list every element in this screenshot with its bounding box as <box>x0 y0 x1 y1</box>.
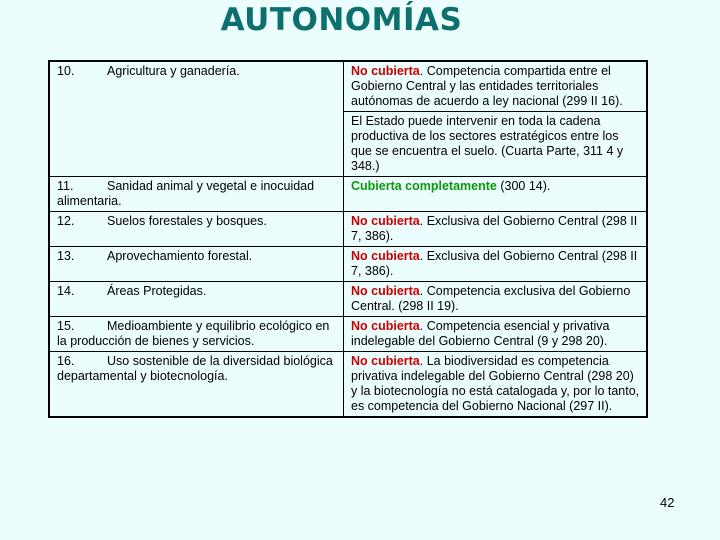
item-number: 13. <box>57 249 75 263</box>
item-number: 15. <box>57 319 75 333</box>
status-detail: . Competencia exclusiva del Gobierno Central. (298 II 19). <box>351 284 631 313</box>
status-detail: . Exclusiva del Gobierno Central (298 II 7, 386). <box>351 249 638 278</box>
item-number: 11. <box>57 179 74 193</box>
item-number: 12. <box>57 214 75 228</box>
page-title: AUTONOMÍAS <box>220 2 463 38</box>
status-detail: (300 14). <box>496 179 551 193</box>
status-text: No cubierta <box>351 319 420 333</box>
status-text: No cubierta <box>351 214 420 228</box>
item-label: Suelos forestales y bosques. <box>107 214 267 228</box>
page-number: 42 <box>660 495 675 510</box>
item-label: Uso sostenible de la diversidad biológica departamental y biotecnología. <box>57 354 333 383</box>
table-row <box>50 212 647 247</box>
table-row <box>50 352 647 417</box>
item-number: 14. <box>57 284 75 298</box>
item-number: 16. <box>57 354 75 368</box>
competencia-cell <box>50 247 344 282</box>
status-cell <box>344 212 647 247</box>
status-text: No cubierta <box>351 284 420 298</box>
competencia-cell <box>50 317 344 352</box>
status-detail: El Estado puede intervenir en toda la cadena productiva de los sectores estratégicos entre los que se encuentra el suelo. (Cuarta Parte, 311 4 y 348.) <box>351 114 624 173</box>
status-detail: . Exclusiva del Gobierno Central (298 II 7, 386). <box>351 214 638 243</box>
status-cell <box>344 247 647 282</box>
item-label: Áreas Protegidas. <box>107 284 207 298</box>
status-text: No cubierta <box>351 64 420 78</box>
status-cell <box>344 62 647 112</box>
competencia-cell <box>50 212 344 247</box>
status-cell <box>344 317 647 352</box>
item-label: Sanidad animal y vegetal e inocuidad alimentaria. <box>57 179 315 208</box>
status-text: No cubierta <box>351 354 420 368</box>
competencia-cell <box>50 352 344 417</box>
status-text: No cubierta <box>351 249 420 263</box>
status-text: Cubierta completamente <box>351 179 497 193</box>
item-label: Medioambiente y equilibrio ecológico en la producción de bienes y servicios. <box>57 319 330 348</box>
item-label: Aprovechamiento forestal. <box>107 249 253 263</box>
table-row <box>50 62 647 112</box>
competencia-cell <box>50 177 344 212</box>
status-detail: . Competencia esencial y privativa indelegable del Gobierno Central (9 y 298 20). <box>351 319 610 348</box>
item-number: 10. <box>57 64 75 78</box>
competencia-cell <box>50 62 344 177</box>
status-detail: . Competencia compartida entre el Gobierno Central y las entidades territoriales autónomas de acuerdo a ley nacional (299 II 16). <box>351 64 623 108</box>
item-label: Agricultura y ganadería. <box>107 64 240 78</box>
status-cell <box>344 177 647 212</box>
status-cell <box>344 352 647 417</box>
table-row <box>50 247 647 282</box>
status-cell <box>344 112 647 177</box>
competencia-cell <box>50 282 344 317</box>
status-detail: . La biodiversidad es competencia privativa indelegable del Gobierno Central (298 20) y la biotecnología no está catalogada y, por lo tanto, es competencia del Gobierno Nacional (297 II). <box>351 354 640 413</box>
competencias-table <box>49 61 647 417</box>
table-row <box>50 317 647 352</box>
competencias-table-wrapper <box>48 60 648 418</box>
status-cell <box>344 282 647 317</box>
table-row <box>50 282 647 317</box>
table-row <box>50 177 647 212</box>
